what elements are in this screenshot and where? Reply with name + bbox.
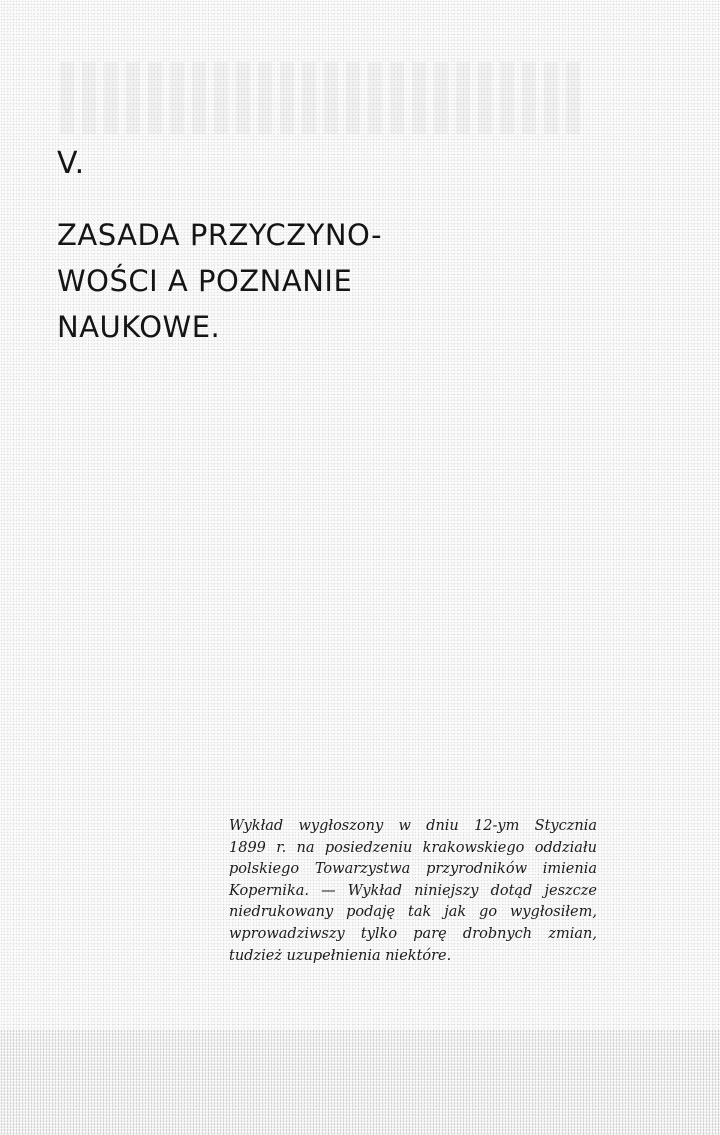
chapter-title-line: NAUKOWE.	[57, 310, 221, 344]
lecture-note-line: niedrukowany podaję tak jak go wygłosiłem,	[229, 904, 597, 921]
lecture-note-line: tudzież uzupełnienia niektóre.	[229, 947, 452, 964]
chapter-title-line: WOŚCI A POZNANIE	[57, 264, 353, 298]
chapter-title-line: ZASADA PRZYCZYNO-	[57, 218, 383, 252]
chapter-number: V.	[57, 146, 86, 181]
paper-edge-texture	[0, 1030, 720, 1135]
chapter-title	[57, 212, 382, 350]
lecture-note-line: polskiego Towarzystwa przyrodników imienia	[229, 861, 597, 878]
lecture-note-line: Kopernika. — Wykład niniejszy dotąd jeszcze	[229, 882, 597, 899]
lecture-note	[229, 816, 597, 967]
lecture-note-line: 1899 r. na posiedzeniu krakowskiego oddziału	[229, 839, 597, 856]
lecture-note-line: wprowadziwszy tylko parę drobnych zmian,	[229, 925, 597, 942]
lecture-note-line: Wykład wygłoszony w dniu 12-ym Stycznia	[229, 818, 597, 834]
bleed-through-texture	[60, 62, 585, 134]
